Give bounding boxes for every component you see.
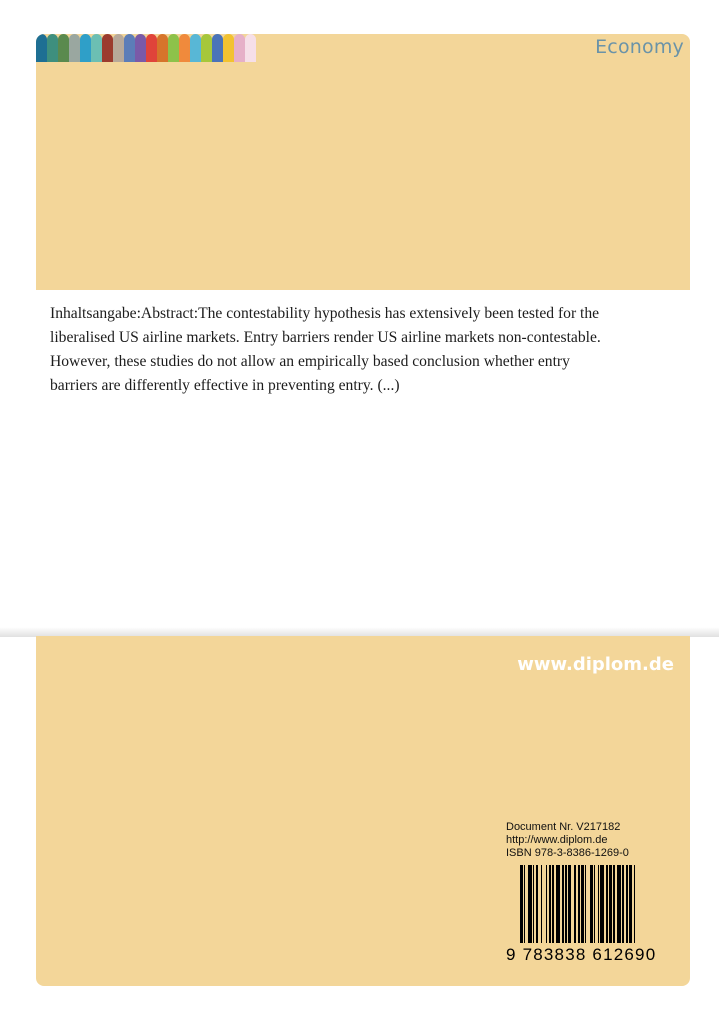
color-tab bbox=[190, 34, 201, 62]
color-tab bbox=[234, 34, 245, 62]
color-tab bbox=[69, 34, 80, 62]
isbn: ISBN 978-3-8386-1269-0 bbox=[506, 847, 629, 859]
barcode-digits: 9 783838 612690 bbox=[506, 945, 657, 964]
color-tab bbox=[168, 34, 179, 62]
barcode bbox=[506, 865, 676, 965]
color-tab bbox=[135, 34, 146, 62]
cover-top-panel bbox=[36, 34, 690, 290]
abstract-text: Inhaltsangabe:Abstract:The contestability hypothesis has extensively been tested for the liberalised US airline markets. Entry barriers render US airline markets non-contestable. However, these studies do not allow an empirically based conclusion whether entry barriers are differently effective in preventing entry. (...) bbox=[50, 305, 601, 394]
color-tab bbox=[201, 34, 212, 62]
color-tab bbox=[113, 34, 124, 62]
document-number: Document Nr. V217182 bbox=[506, 821, 621, 833]
color-tab bbox=[124, 34, 135, 62]
color-tab bbox=[58, 34, 69, 62]
category-label: Economy bbox=[595, 36, 684, 58]
barcode-gap bbox=[635, 865, 636, 943]
document-info bbox=[506, 821, 629, 860]
color-tab bbox=[102, 34, 113, 62]
color-tab bbox=[212, 34, 223, 62]
color-strip bbox=[36, 34, 256, 62]
color-tab bbox=[157, 34, 168, 62]
cover-bottom-panel bbox=[36, 636, 690, 986]
publisher-website: www.diplom.de bbox=[517, 654, 674, 675]
color-tab bbox=[223, 34, 234, 62]
color-tab bbox=[179, 34, 190, 62]
color-tab bbox=[146, 34, 157, 62]
color-tab bbox=[245, 34, 256, 62]
color-tab bbox=[36, 34, 47, 62]
color-tab bbox=[91, 34, 102, 62]
color-tab bbox=[80, 34, 91, 62]
document-url: http://www.diplom.de bbox=[506, 834, 608, 846]
barcode-bars-icon bbox=[520, 865, 672, 943]
color-tab bbox=[47, 34, 58, 62]
